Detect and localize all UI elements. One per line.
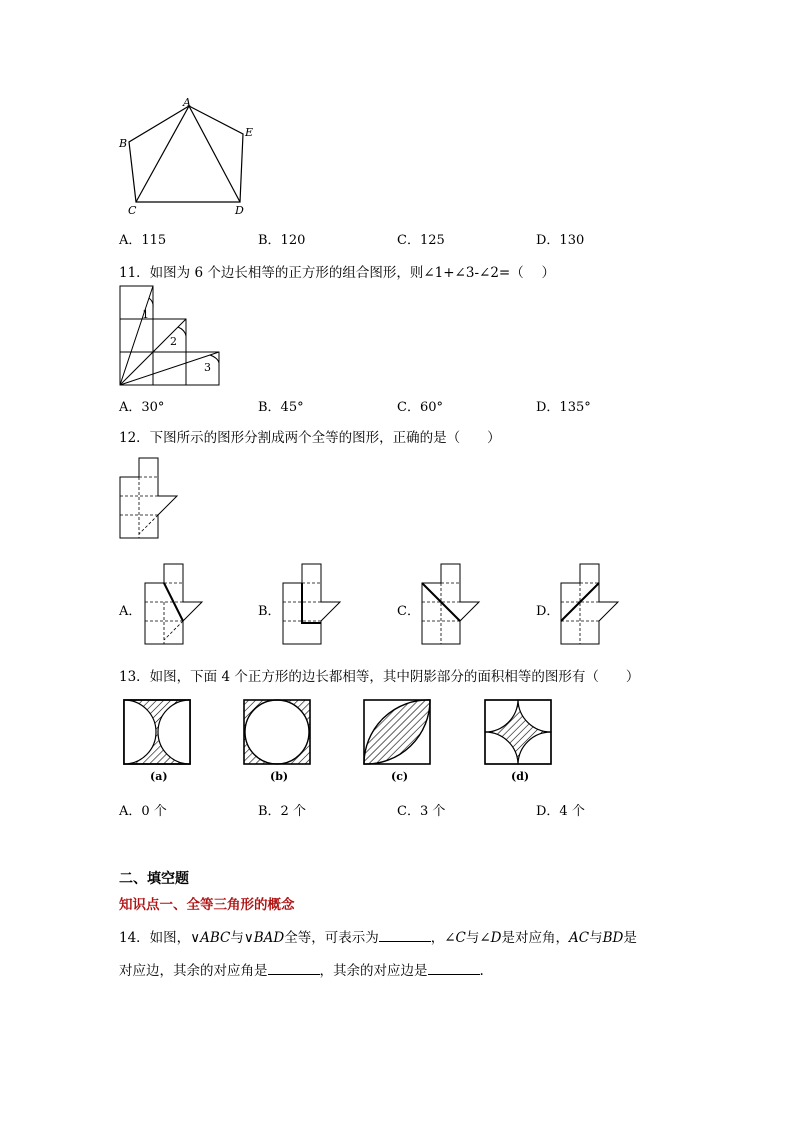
angle-label-1: 1 <box>142 308 149 321</box>
q14-line2-end: . <box>479 963 484 979</box>
q10-option-d: D．130 <box>536 233 585 248</box>
section-title: 二、填空题 <box>119 871 189 887</box>
q10-option-a: A．115 <box>119 233 167 248</box>
q12-option-a: A． <box>119 604 142 619</box>
q11-option-a: A．30° <box>119 400 165 415</box>
q13-square-b <box>244 700 310 764</box>
q14-line2-b: ，其余的对应边是 <box>319 963 428 979</box>
q13-option-c: C．3 个 <box>397 804 446 819</box>
q14-blank-3[interactable] <box>428 962 480 975</box>
vertex-label-b: B <box>119 137 128 150</box>
q14-segment-ac: AC <box>569 930 590 946</box>
q11-option-c: C．60° <box>397 400 443 415</box>
q11-option-b: B．45° <box>258 400 304 415</box>
q13-square-c <box>364 700 430 764</box>
q14-with1: 与 <box>230 930 244 946</box>
q14-segment-bd: BD <box>602 930 624 946</box>
q14-line-1 <box>119 926 637 946</box>
q14-blank-1[interactable] <box>379 929 431 942</box>
q14-triangle-bad: ∨BAD <box>243 930 285 946</box>
q13-option-b: B．2 个 <box>258 804 306 819</box>
q12-option-d: D． <box>536 604 560 619</box>
angle-label-3: 3 <box>204 361 211 374</box>
q12-main-shape <box>118 456 182 542</box>
angle-label-2: 2 <box>170 335 177 348</box>
q14-part5: 是 <box>623 930 637 946</box>
q14-part1: 14．如图， <box>119 930 191 946</box>
q10-option-b: B．120 <box>258 233 306 248</box>
vertex-label-a: A <box>183 96 191 109</box>
q11-text: 11．如图为 6 个边长相等的正方形的组合图形，则∠1+∠3-∠2=（ ） <box>119 265 556 281</box>
q11-option-d: D．135° <box>536 400 591 415</box>
q12-option-c: C． <box>397 604 420 619</box>
q14-part4: 是对应角， <box>501 930 569 946</box>
q13-option-a: A．0 个 <box>119 804 167 819</box>
caption-d: (d) <box>511 770 530 783</box>
q13-squares-figure <box>118 696 558 788</box>
q14-with2: 与 <box>465 930 480 946</box>
q13-text: 13．如图，下面 4 个正方形的边长都相等，其中阴影部分的面积相等的图形有（ ） <box>119 669 640 685</box>
q14-with3: 与 <box>589 930 603 946</box>
q10-option-c: C．125 <box>397 233 445 248</box>
pentagon-figure <box>110 92 270 220</box>
q13-square-d <box>485 700 551 764</box>
q14-triangle-abc: ∨ABC <box>190 930 231 946</box>
vertex-label-d: D <box>235 204 244 217</box>
q14-line-2 <box>119 959 484 979</box>
caption-c: (c) <box>391 770 409 783</box>
vertex-label-e: E <box>245 126 254 139</box>
q14-part3: ， <box>430 930 445 946</box>
q12-option-b: B． <box>258 604 281 619</box>
q12-option-b-shape <box>281 562 345 648</box>
q12-text: 12．下图所示的图形分割成两个全等的图形，正确的是（ ） <box>119 430 501 446</box>
q14-blank-2[interactable] <box>268 962 320 975</box>
caption-b: (b) <box>270 770 289 783</box>
q14-part2: 全等，可表示为 <box>284 930 379 946</box>
vertex-label-c: C <box>128 204 137 217</box>
q11-squares-figure <box>118 284 224 388</box>
q12-option-a-shape <box>143 562 207 648</box>
q14-angle-c: ∠C <box>444 930 466 946</box>
q12-option-c-shape <box>420 562 484 648</box>
q13-a-semicircles <box>124 700 190 764</box>
q14-angle-d: ∠D <box>479 930 502 946</box>
q14-line2-a: 对应边，其余的对应角是 <box>119 963 268 979</box>
q12-option-d-shape <box>559 562 623 648</box>
caption-a: (a) <box>150 770 168 783</box>
knowledge-point-heading: 知识点一、全等三角形的概念 <box>119 897 295 913</box>
q13-option-d: D．4 个 <box>536 804 585 819</box>
